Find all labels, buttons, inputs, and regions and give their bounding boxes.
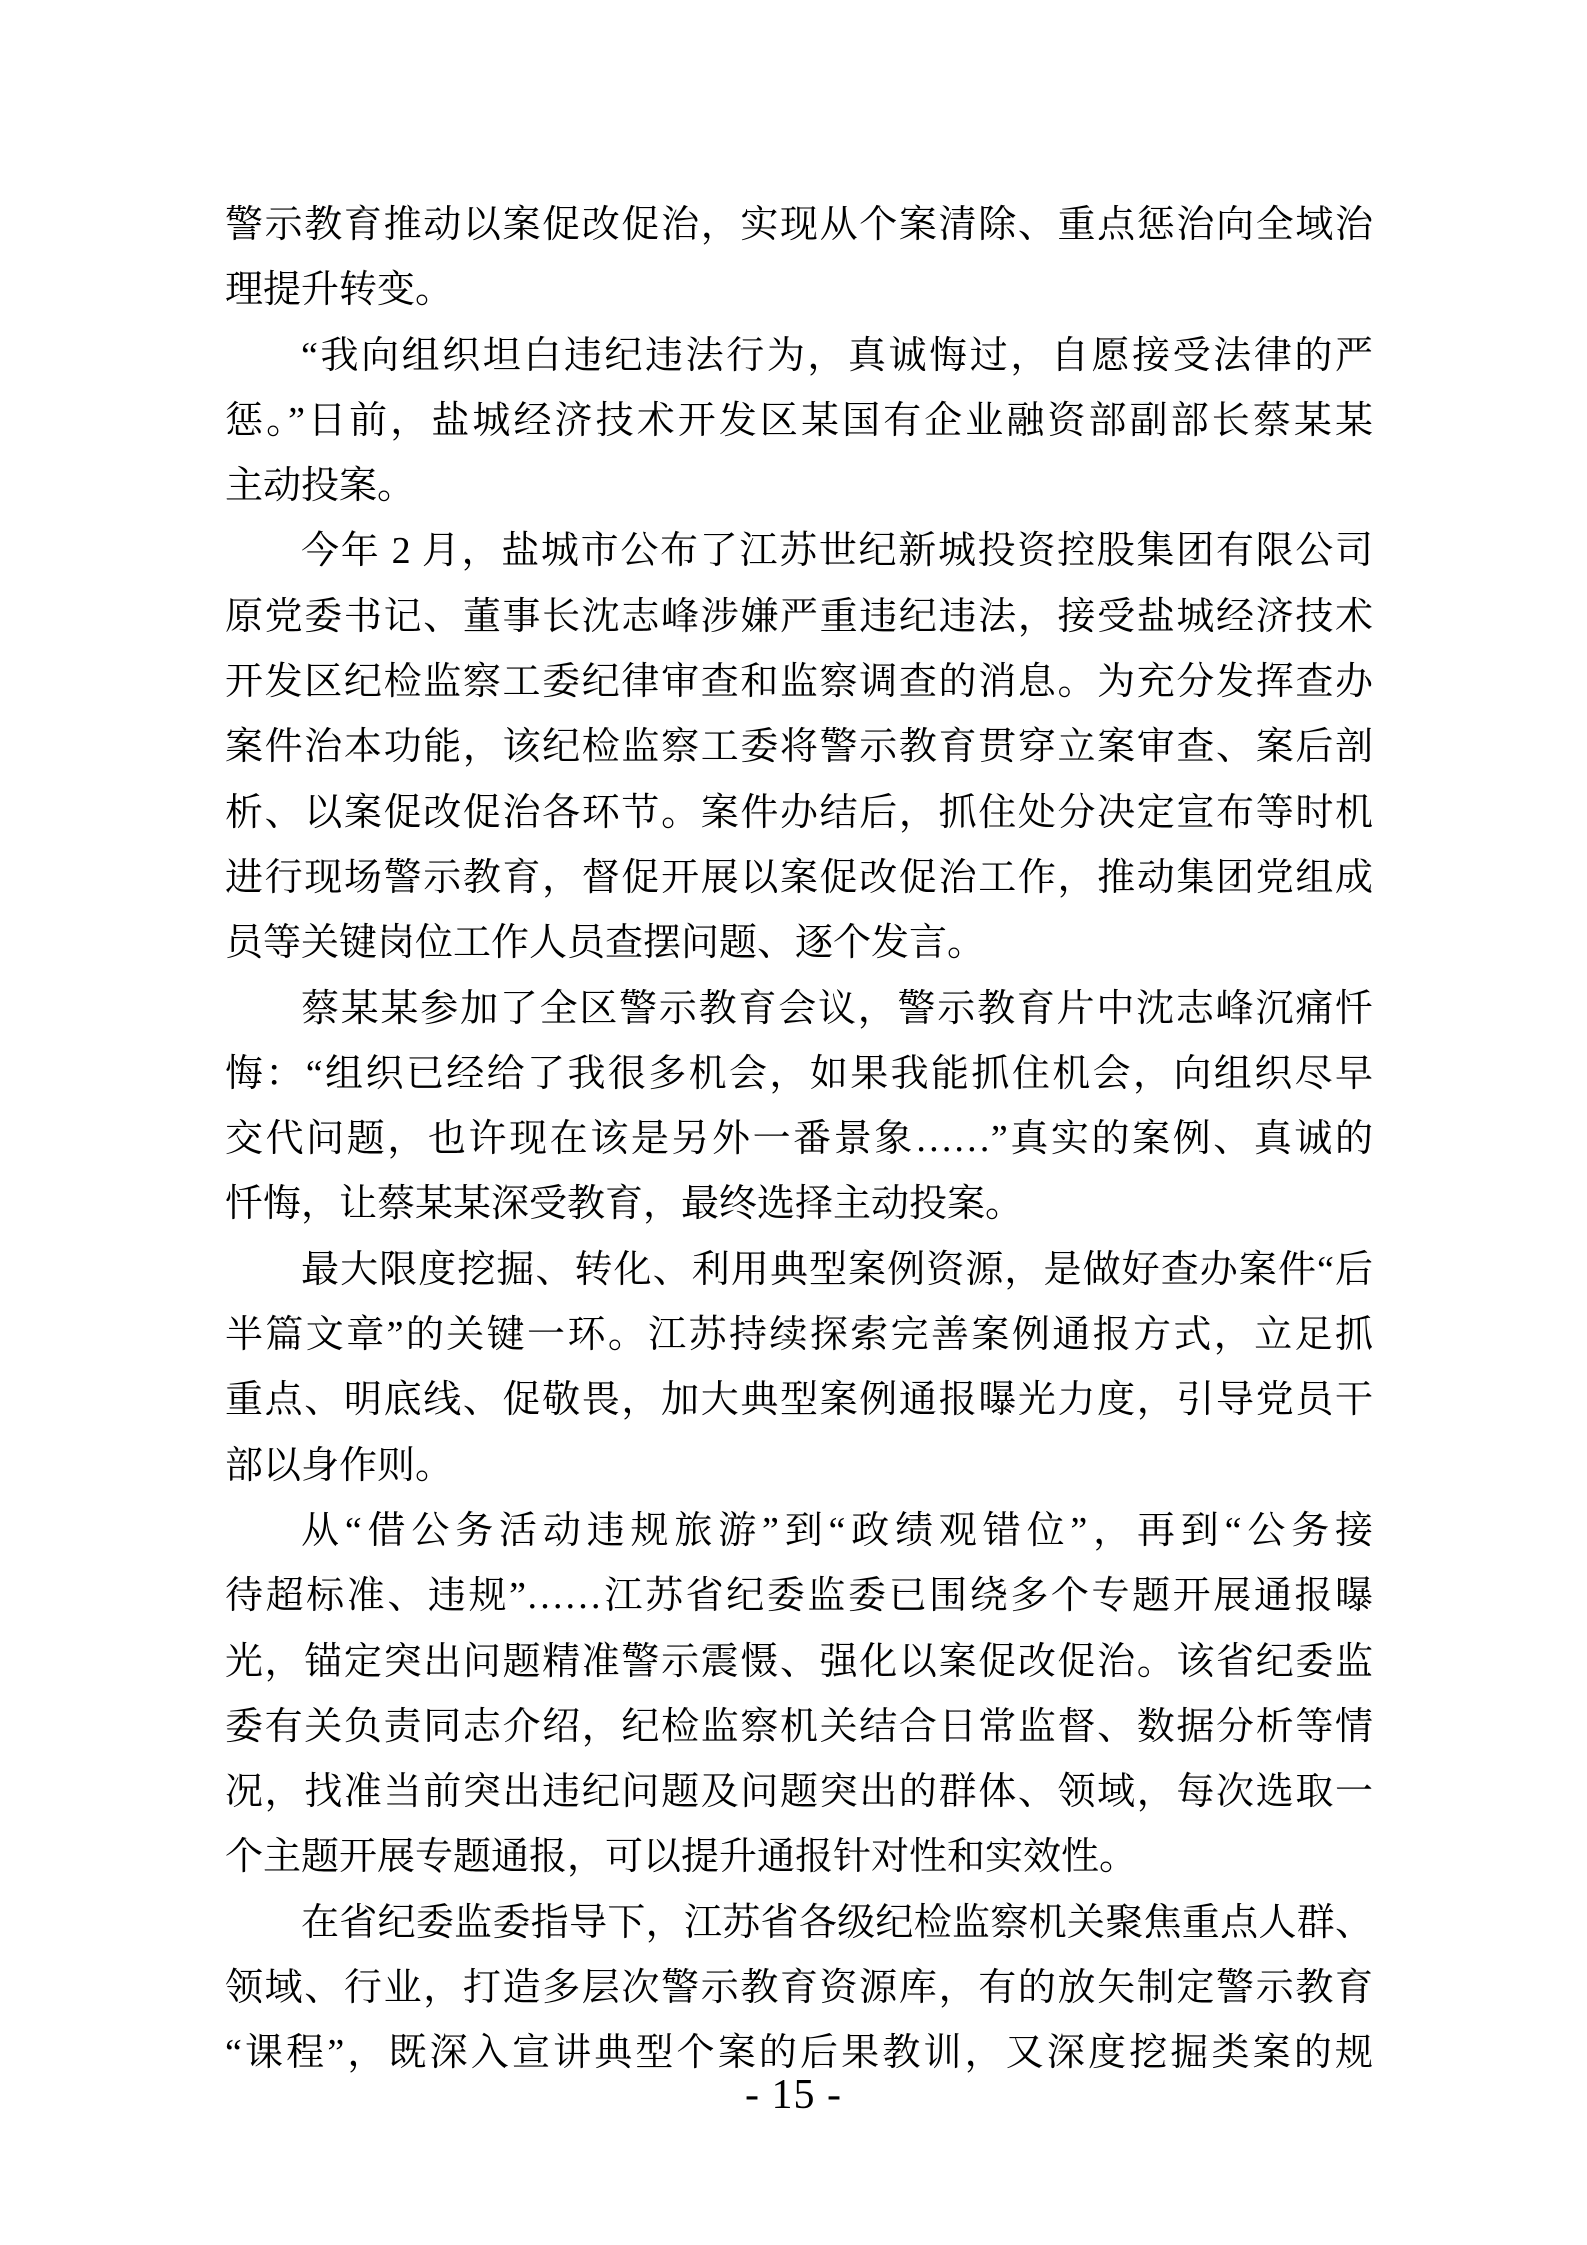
- text-line: 原党委书记、董事长沈志峰涉嫌严重违纪违法，接受盐城经济技术: [225, 595, 1373, 638]
- text-line: 惩。”日前，盐城经济技术开发区某国有企业融资部副部长蔡某某: [225, 399, 1373, 442]
- text-line: 进行现场警示教育，督促开展以案促改促治工作，推动集团党组成: [225, 856, 1373, 899]
- text-line: 今年 2 月，盐城市公布了江苏世纪新城投资控股集团有限公司: [301, 530, 1373, 573]
- text-line: 委有关负责同志介绍，纪检监察机关结合日常监督、数据分析等情: [225, 1705, 1373, 1748]
- text-line: 待超标准、违规”……江苏省纪委监委已围绕多个专题开展通报曝: [225, 1575, 1373, 1618]
- text-line: 警示教育推动以案促改促治，实现从个案清除、重点惩治向全域治: [225, 204, 1373, 246]
- text-line: 况，找准当前突出违纪问题及问题突出的群体、领域，每次选取一: [225, 1771, 1373, 1814]
- text-line: 在省纪委监委指导下，江苏省各级纪检监察机关聚焦重点人群、: [301, 1901, 1373, 1944]
- text-line: 悔：“组织已经给了我很多机会，如果我能抓住机会，向组织尽早: [225, 1052, 1373, 1095]
- text-line: 开发区纪检监察工委纪律审查和监察调查的消息。为充分发挥查办: [225, 661, 1373, 704]
- text-line: 部以身作则。: [225, 1444, 454, 1487]
- text-line: 交代问题，也许现在该是另外一番景象……”真实的案例、真诚的: [225, 1118, 1373, 1161]
- text-line: 忏悔，让蔡某某深受教育，最终选择主动投案。: [225, 1183, 1024, 1226]
- text-line: 个主题开展专题通报，可以提升通报针对性和实效性。: [225, 1836, 1138, 1879]
- text-line: 蔡某某参加了全区警示教育会议，警示教育片中沈志峰沉痛忏: [301, 987, 1373, 1030]
- text-line: 从“借公务活动违规旅游”到“政绩观错位”，再到“公务接: [301, 1509, 1373, 1552]
- text-line: 最大限度挖掘、转化、利用典型案例资源，是做好查办案件“后: [301, 1248, 1373, 1291]
- text-line: 员等关键岗位工作人员查摆问题、逐个发言。: [225, 922, 986, 965]
- text-line: “我向组织坦白违纪违法行为，真诚悔过，自愿接受法律的严: [301, 334, 1373, 377]
- text-line: 光，锚定突出问题精准警示震慑、强化以案促改促治。该省纪委监: [225, 1640, 1373, 1683]
- text-line: 领域、行业，打造多层次警示教育资源库，有的放矢制定警示教育: [225, 1967, 1373, 2010]
- text-line: “课程”，既深入宣讲典型个案的后果教训，又深度挖掘类案的规: [225, 2032, 1373, 2075]
- text-line: 半篇文章”的关键一环。江苏持续探索完善案例通报方式，立足抓: [225, 1314, 1373, 1357]
- document-body: [225, 193, 1373, 2087]
- text-line: 主动投案。: [225, 465, 416, 508]
- page-number: - 15 -: [745, 2072, 842, 2118]
- text-line: 案件治本功能，该纪检监察工委将警示教育贯穿立案审查、案后剖: [225, 726, 1373, 769]
- text-line: 析、以案促改促治各环节。案件办结后，抓住处分决定宣布等时机: [225, 791, 1373, 834]
- text-line: 理提升转变。: [225, 269, 454, 312]
- text-line: 重点、明底线、促敬畏，加大典型案例通报曝光力度，引导党员干: [225, 1379, 1373, 1422]
